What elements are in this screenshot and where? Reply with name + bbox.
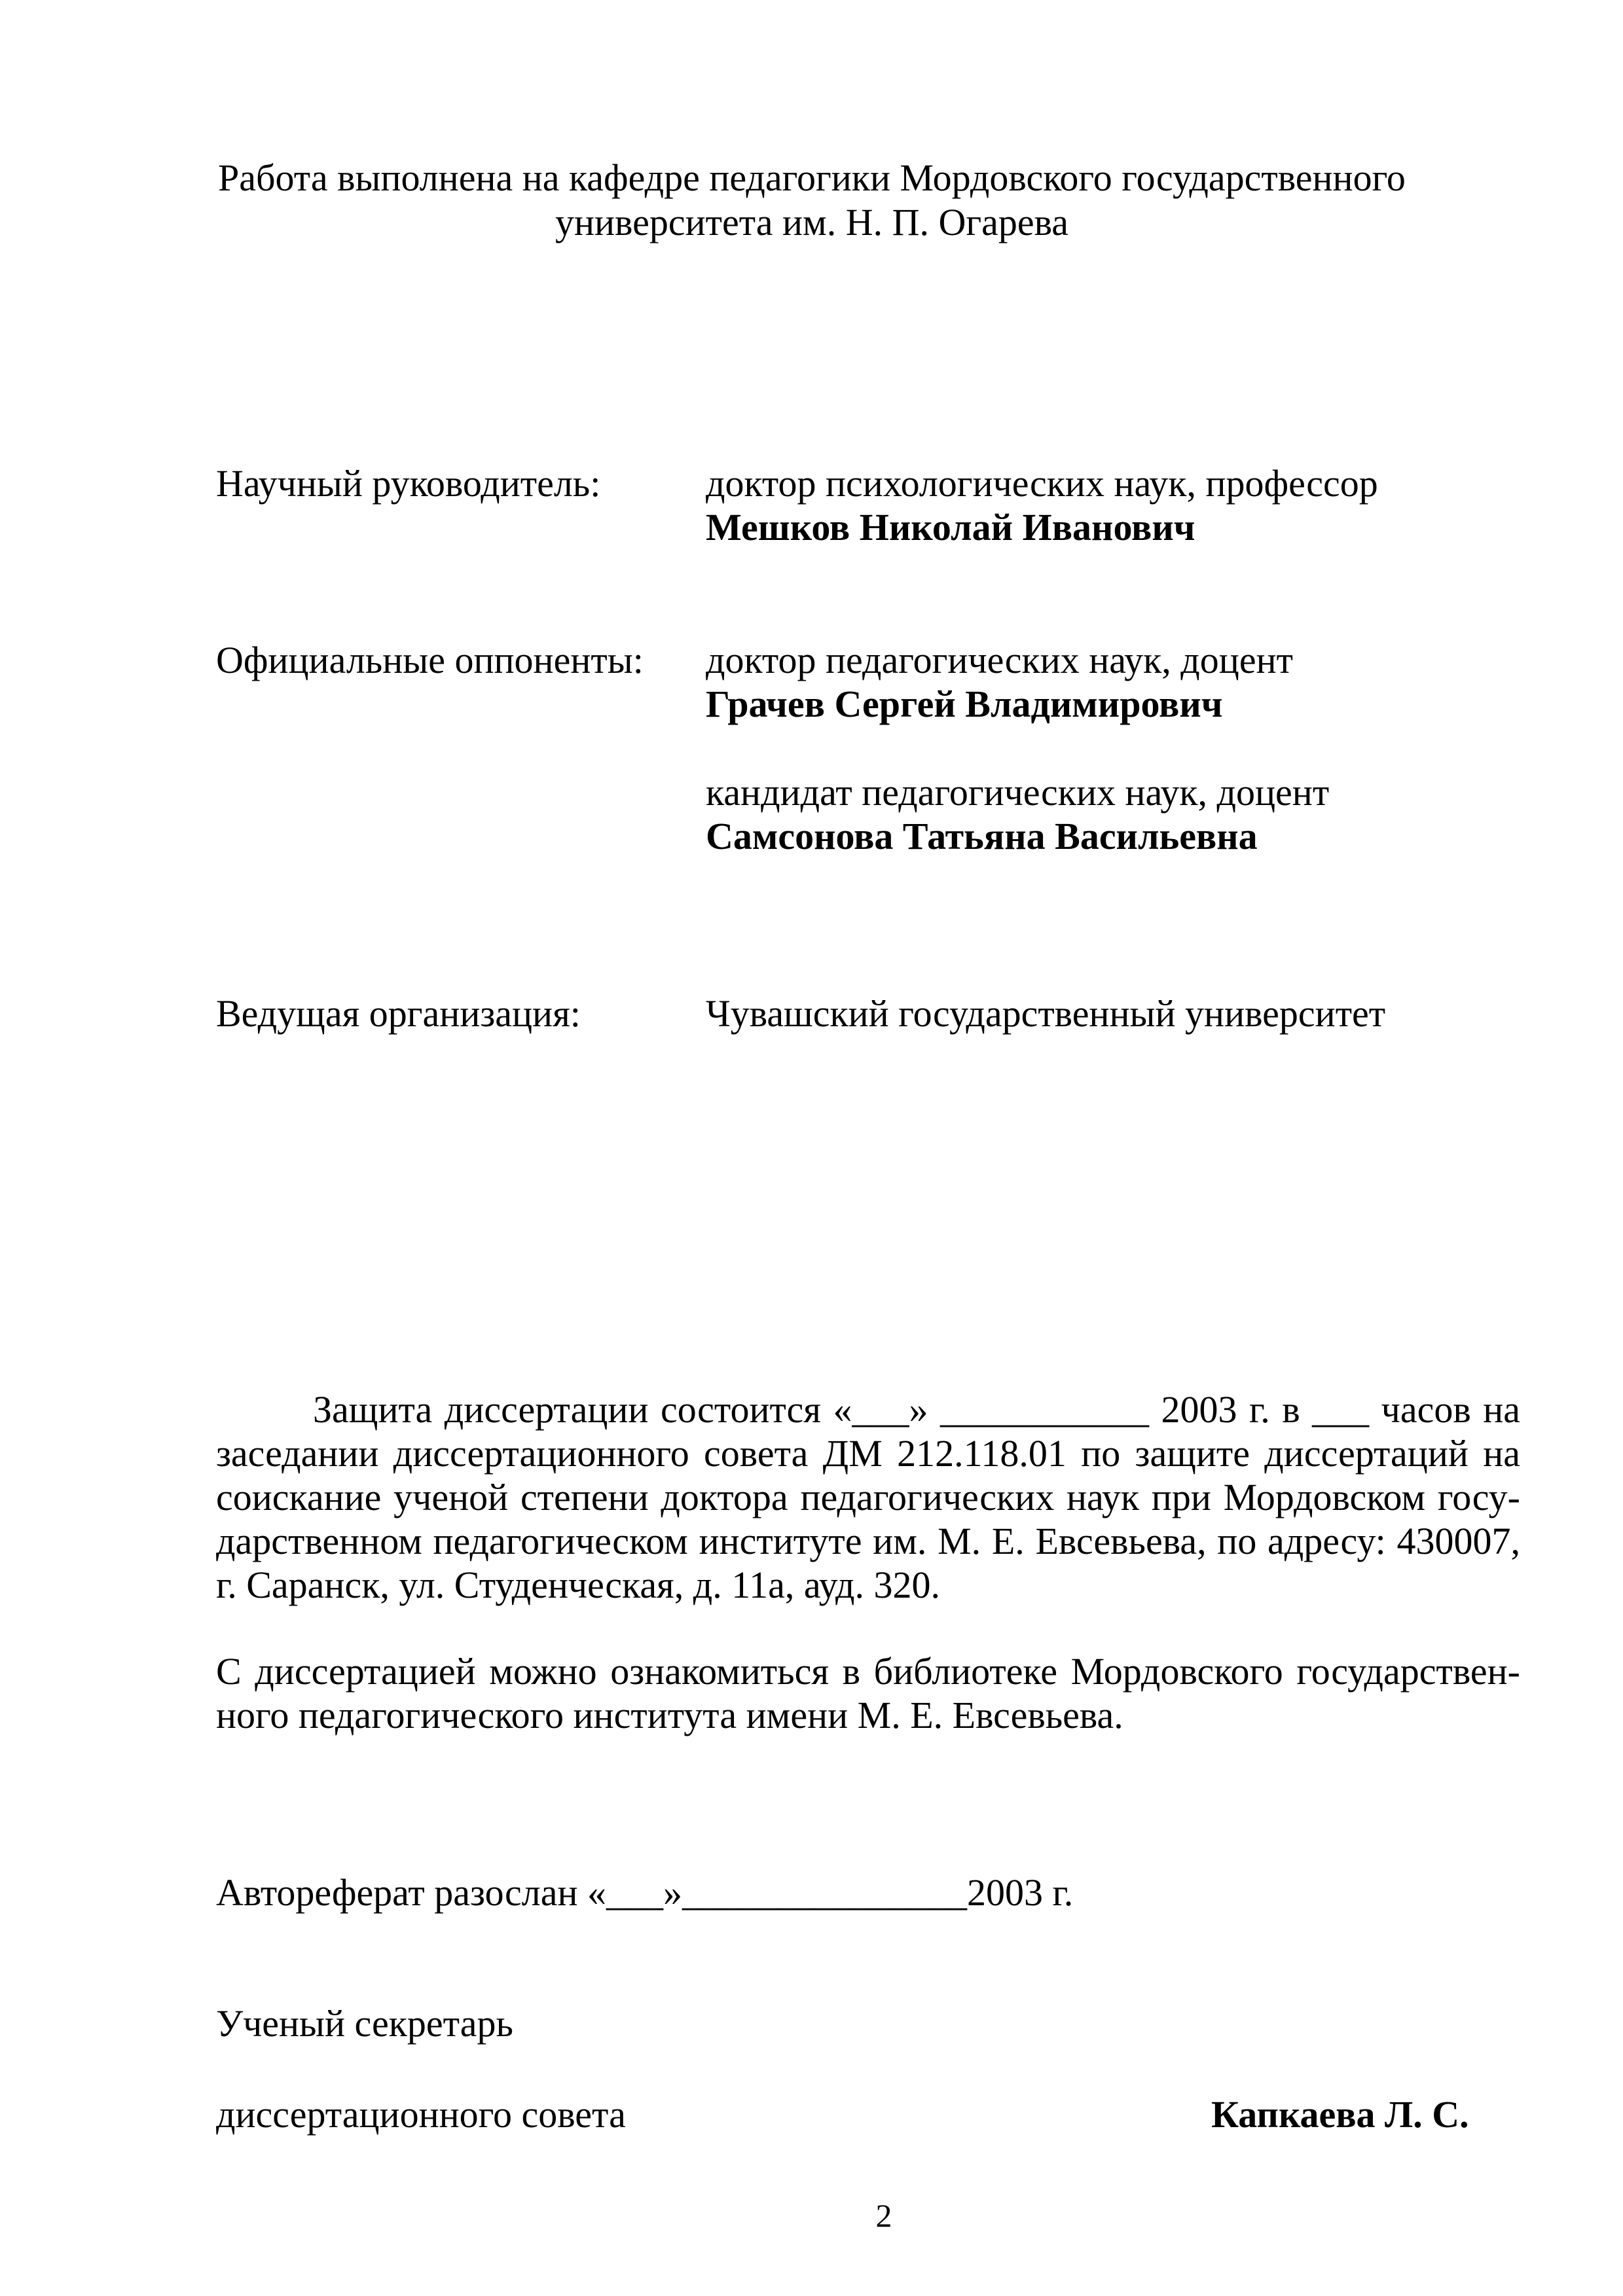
- secretary-title-line-2: диссертационного совета: [216, 2093, 626, 2136]
- supervisor-title: доктор психологических наук, профессор: [706, 462, 1378, 505]
- leading-organization-label: Ведущая организация:: [216, 992, 581, 1035]
- library-line-1: С диссертацией можно ознакомиться в библиотеке Мордовского государствен-: [216, 1650, 1520, 1693]
- library-paragraph: [216, 1649, 1520, 1737]
- abstract-sent-line: Автореферат разослан «___»_______________2003 г.: [216, 1871, 1074, 1914]
- defense-line-5: г. Саранск, ул. Студенческая, д. 11а, ауд. 320.: [216, 1564, 940, 1606]
- defense-line-3: соискание ученой степени доктора педагогических наук при Мордовском госу-: [216, 1476, 1520, 1518]
- library-line-2: ного педагогического института имени М. Е. Евсевьева.: [216, 1694, 1123, 1736]
- opponents-label: Официальные оппоненты:: [216, 639, 644, 681]
- opponent-2-name: Самсонова Татьяна Васильевна: [706, 815, 1258, 857]
- leading-organization-value: Чувашский государственный университет: [706, 992, 1386, 1035]
- supervisor-name: Мешков Николай Иванович: [706, 506, 1195, 548]
- defense-line-4: дарственном педагогическом институте им. М. Е. Евсевьева, по адресу: 430007,: [216, 1520, 1520, 1562]
- page-header: [216, 156, 1408, 245]
- defense-line-1: Защита диссертации состоится «___» ___________ 2003 г. в ___ часов на: [313, 1388, 1520, 1431]
- opponent-1-title: доктор педагогических наук, доцент: [706, 639, 1293, 681]
- secretary-title-line-1: Ученый секретарь: [216, 2002, 513, 2045]
- supervisor-label: Научный руководитель:: [216, 462, 601, 505]
- secretary-name: Капкаева Л. С.: [1211, 2093, 1469, 2136]
- opponent-2-title: кандидат педагогических наук, доцент: [706, 771, 1330, 814]
- header-line-1: Работа выполнена на кафедре педагогики Мордовского государственного: [218, 156, 1406, 199]
- defense-paragraph: [216, 1388, 1520, 1607]
- page-number: 2: [875, 2197, 892, 2234]
- defense-line-2: заседании диссертационного совета ДМ 212.118.01 по защите диссертаций на: [216, 1432, 1520, 1475]
- opponent-1-name: Грачев Сергей Владимирович: [706, 683, 1223, 725]
- header-line-2: университета им. Н. П. Огарева: [555, 201, 1069, 243]
